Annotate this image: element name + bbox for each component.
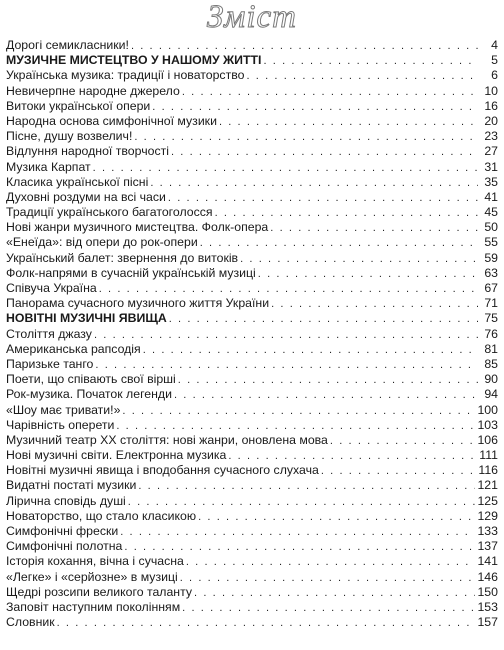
dot-leader [178, 373, 478, 387]
toc-entry-title: Новаторство, що стало класикою [6, 508, 197, 523]
toc-page-number: 76 [484, 326, 498, 341]
toc-page-number: 141 [477, 554, 498, 569]
toc-page-number: 27 [484, 144, 498, 159]
dot-leader [321, 464, 477, 478]
toc-entry [6, 327, 498, 342]
toc-entry [6, 494, 498, 509]
toc-entry-title: Пісне, душу возвелич! [6, 129, 133, 144]
toc-page-number: 125 [477, 493, 498, 508]
toc-page-number: 41 [484, 189, 498, 204]
toc-entry [6, 387, 498, 402]
dot-leader [200, 236, 478, 250]
dot-leader [263, 54, 478, 68]
toc-page-number: 111 [479, 448, 498, 463]
toc-entry-title: Український балет: звернення до витоків [6, 250, 239, 265]
toc-entry [6, 433, 498, 448]
toc-page-number: 4 [491, 38, 498, 52]
toc-entry-title: Відлуння народної творчості [6, 144, 169, 159]
toc-section-heading [6, 53, 498, 68]
dot-leader [168, 191, 478, 205]
dot-leader [330, 434, 476, 448]
toc-entry-title: Співуча Україна [6, 281, 97, 295]
dot-leader [182, 85, 478, 99]
toc-page-number: 150 [477, 584, 498, 599]
dot-leader [194, 586, 475, 600]
toc-page-number: 55 [484, 235, 498, 250]
toc-page-number: 45 [484, 205, 498, 220]
toc-entry-title: Заповіт наступним поколінням [6, 599, 181, 614]
toc-page-number: 106 [477, 432, 498, 447]
toc-entry [6, 418, 498, 433]
toc-page-number: 157 [477, 615, 498, 630]
toc-page-number: 100 [477, 402, 498, 417]
toc-page-number: 103 [477, 417, 498, 432]
toc-page-number: 81 [484, 341, 498, 356]
toc-entry [6, 175, 498, 190]
toc-entry [6, 615, 498, 630]
dot-leader [182, 601, 475, 615]
dot-leader [122, 404, 475, 418]
dot-leader [180, 571, 476, 585]
toc-entry [6, 539, 498, 554]
dot-leader [134, 130, 478, 144]
toc-entry [6, 524, 498, 539]
toc-entry [6, 235, 498, 250]
dot-leader [258, 267, 478, 281]
dot-leader [138, 479, 475, 493]
toc-entry-title: Народна основа симфонічної музики [6, 113, 217, 128]
dot-leader [270, 221, 478, 235]
dot-leader [131, 39, 478, 53]
toc-entry [6, 68, 498, 83]
toc-entry [6, 84, 498, 99]
dot-leader [150, 176, 478, 190]
toc-entry-title: Музика Карпат [6, 159, 91, 174]
toc-entry-title: Історія кохання, вічна і сучасна [6, 554, 184, 569]
toc-entry-title: Новітні музичні явища і вподобання сучасного слухача [6, 463, 319, 478]
toc-page-number: 94 [484, 387, 498, 402]
toc-entry-title: Витоки української опери [6, 98, 151, 113]
dot-leader [169, 312, 478, 326]
toc-entry-title: Нові музичні світи. Електронна музика [6, 448, 227, 463]
toc-entry-title: Століття джазу [6, 326, 92, 341]
toc-entry-title: Класика української пісні [6, 174, 149, 189]
toc-page-number: 10 [484, 83, 498, 98]
dot-leader [246, 69, 478, 83]
dot-leader [198, 510, 475, 524]
dot-leader [186, 555, 476, 569]
toc-page-number: 75 [484, 311, 498, 326]
toc-entry-title: «Енеїда»: від опери до рок-опери [6, 235, 198, 250]
toc-page-number: 50 [484, 220, 498, 235]
toc-page-number: 133 [477, 524, 498, 538]
toc-entry-title: Чарівність оперети [6, 417, 115, 432]
dot-leader [240, 252, 478, 266]
toc-entry-title: «Легке» і «серйозне» в музиці [6, 569, 178, 584]
toc-page-number: 5 [491, 53, 498, 68]
toc-entry-title: Духовні роздуми на всі часи [6, 189, 166, 204]
dot-leader [174, 388, 478, 402]
dot-leader [143, 343, 478, 357]
toc-entry [6, 372, 498, 387]
dot-leader [94, 328, 478, 342]
toc-entry [6, 463, 498, 478]
toc-entry-title: Симфонічні полотна [6, 539, 123, 554]
toc-entry [6, 509, 498, 524]
toc-entry-title: Українська музика: традиції і новаторство [6, 68, 245, 83]
toc-entry [6, 281, 498, 296]
dot-leader [215, 206, 478, 220]
toc-entry-title: «Шоу має тривати!» [6, 402, 121, 417]
toc-entry [6, 342, 498, 357]
dot-leader [57, 616, 476, 630]
toc-entry [6, 357, 498, 372]
toc-page-number: 90 [484, 372, 498, 387]
toc-page-number: 20 [484, 113, 498, 128]
dot-leader [171, 145, 478, 159]
dot-leader [95, 358, 478, 372]
toc-page-number: 6 [491, 68, 498, 83]
toc-entry [6, 190, 498, 205]
toc-entry [6, 251, 498, 266]
dot-leader [271, 297, 478, 311]
dot-leader [228, 449, 477, 463]
toc-page-number: 85 [484, 356, 498, 371]
toc-entry [6, 570, 498, 585]
dot-leader [124, 540, 475, 554]
toc-page-number: 23 [484, 129, 498, 144]
toc-entry-title: Нові жанри музичного мистецтва. Фолк-опера [6, 220, 269, 235]
toc-entry-title: Невичерпне народне джерело [6, 83, 180, 98]
toc-page-number: 59 [484, 250, 498, 265]
toc-entry-title: Панорама сучасного музичного життя України [6, 296, 270, 311]
toc-entry [6, 478, 498, 493]
toc-entry [6, 296, 498, 311]
toc-page-number: 153 [477, 599, 498, 614]
toc-entry-title: Паризьке танго [6, 356, 94, 371]
toc-entry [6, 38, 498, 53]
toc-entry [6, 585, 498, 600]
toc-page-number: 121 [477, 478, 498, 493]
toc-entry-title: Симфонічні фрески [6, 524, 119, 538]
toc-entry-title: МУЗИЧНЕ МИСТЕЦТВО У НАШОМУ ЖИТТІ [6, 53, 262, 68]
toc-entry-title: Лірична сповідь душі [6, 493, 126, 508]
dot-leader [128, 495, 476, 509]
toc-entry [6, 160, 498, 175]
toc-entry [6, 600, 498, 615]
dot-leader [93, 161, 478, 175]
toc-page-number: 146 [477, 569, 498, 584]
toc-page-number: 116 [478, 463, 498, 478]
toc-page-number: 71 [484, 296, 498, 311]
toc-entry [6, 114, 498, 129]
dot-leader [99, 282, 478, 296]
toc-entry [6, 220, 498, 235]
toc-entry-title: Поети, що співають свої вірші [6, 372, 176, 387]
toc-entry-title: НОВІТНІ МУЗИЧНІ ЯВИЩА [6, 311, 167, 326]
toc-page-number: 31 [484, 159, 498, 174]
dot-leader [152, 100, 478, 114]
toc-section-heading [6, 311, 498, 326]
toc-entry [6, 554, 498, 569]
toc-entry [6, 144, 498, 159]
toc-page-number: 129 [477, 508, 498, 523]
toc-entry-title: Видатні постаті музики [6, 478, 137, 493]
dot-leader [120, 525, 475, 539]
toc-page-number: 67 [484, 281, 498, 295]
dot-leader [116, 419, 475, 433]
toc-page-number: 16 [484, 98, 498, 113]
toc-entry [6, 205, 498, 220]
toc-entry-title: Фолк-напрями в сучасній українській музиці [6, 265, 256, 280]
toc-entry [6, 99, 498, 114]
toc-entry-title: Щедрі розсипи великого таланту [6, 584, 193, 599]
toc-entry-title: Американська рапсодія [6, 341, 141, 356]
dot-leader [219, 115, 478, 129]
table-of-contents [6, 38, 498, 630]
toc-entry [6, 266, 498, 281]
toc-entry-title: Дорогі семикласники! [6, 38, 129, 52]
toc-entry-title: Словник [6, 615, 55, 630]
page-title: Зміст [206, 0, 298, 35]
toc-entry [6, 403, 498, 418]
toc-entry [6, 129, 498, 144]
toc-page-number: 63 [484, 265, 498, 280]
toc-entry-title: Рок-музика. Початок легенди [6, 387, 172, 402]
toc-entry-title: Традиції українського багатоголосся [6, 205, 213, 220]
toc-entry-title: Музичний театр XX століття: нові жанри, оновлена мова [6, 432, 328, 447]
toc-entry [6, 448, 498, 463]
toc-page-number: 137 [477, 539, 498, 554]
toc-page-number: 35 [484, 174, 498, 189]
